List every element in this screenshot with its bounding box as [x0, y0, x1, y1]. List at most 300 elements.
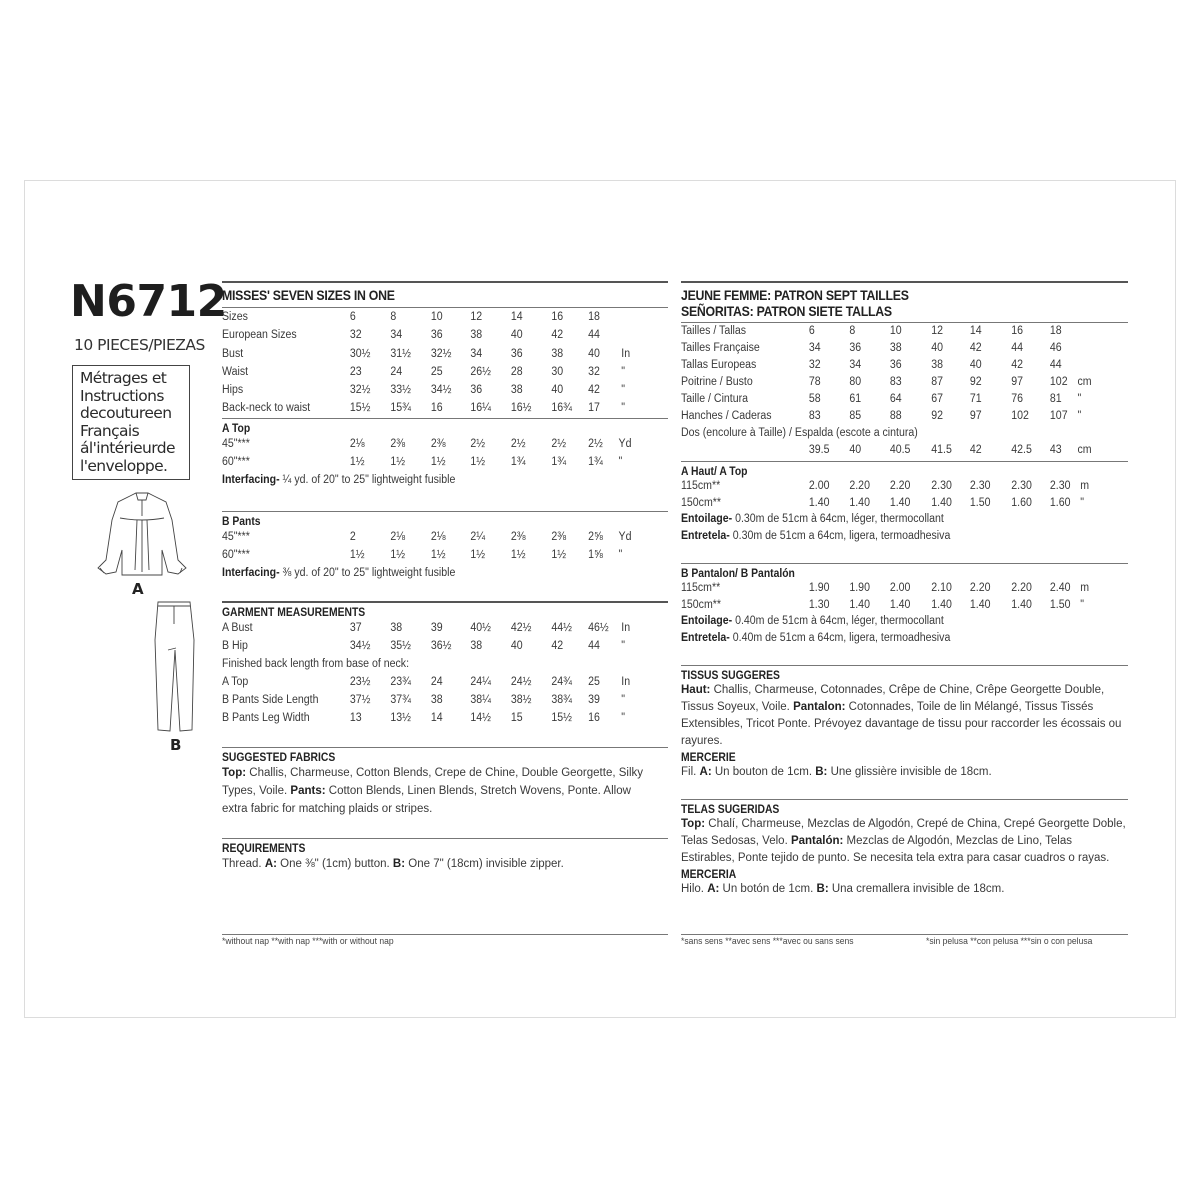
cell-value: 83 — [808, 410, 821, 422]
cell-value: 1.40 — [931, 598, 952, 611]
back-measure-row — [681, 442, 1128, 459]
unit-label: " — [1077, 393, 1082, 405]
cell-value: 40 — [588, 347, 600, 360]
cell-value: 23 — [349, 365, 362, 378]
row-label: Tallas Europeas — [681, 359, 757, 371]
note-line: l'enveloppe. — [80, 456, 168, 475]
view-b-yardage-table — [222, 528, 668, 564]
cell-value: 12 — [931, 325, 944, 337]
cell-value: 2.20 — [849, 480, 870, 492]
requirements-title: REQUIREMENTS — [222, 842, 306, 855]
cell-value: 2⅝ — [588, 530, 603, 543]
cell-value: 44 — [1011, 342, 1024, 354]
row-label: 150cm** — [681, 598, 721, 611]
cell-value: 2.20 — [1011, 582, 1032, 594]
cell-value: 97 — [969, 410, 982, 422]
cell-value: 1½ — [430, 548, 446, 561]
cell-value: 36 — [849, 342, 862, 354]
table-row — [222, 453, 632, 471]
unit-label: In — [621, 675, 631, 688]
cell-value: 39.5 — [808, 444, 830, 456]
footnote-divider — [222, 934, 668, 935]
footnote-spanish: *sin pelusa **con pelusa ***sin o con pelusa — [926, 936, 1093, 947]
garment-measurements-table — [222, 619, 668, 655]
cell-value: 1.60 — [1011, 496, 1032, 509]
french-instructions-note — [72, 365, 190, 480]
row-label: 45"*** — [222, 437, 250, 450]
cell-value: 85 — [849, 410, 862, 422]
cell-value: 23¾ — [390, 675, 411, 688]
cell-value: 36 — [889, 359, 902, 371]
cell-value: 1½ — [510, 548, 526, 561]
cell-value: 2.30 — [931, 480, 952, 492]
cell-value: 6 — [349, 311, 356, 323]
cell-value: 12 — [470, 311, 483, 323]
table-row — [681, 374, 1092, 391]
cell-value: 1.50 — [969, 496, 991, 509]
note-line: Métrages et — [80, 369, 167, 387]
unit-label: m — [1080, 582, 1090, 594]
row-label: Bust — [222, 347, 244, 360]
unit-label: " — [1077, 410, 1082, 422]
cell-value: 2 — [349, 530, 356, 543]
table-row — [222, 691, 632, 709]
cell-value: 15½ — [349, 402, 371, 415]
cell-value: 36 — [510, 347, 523, 360]
requirements-text: Thread. A: One ⅜" (1cm) button. B: One 7" (18cm) invisible zipper. — [222, 857, 564, 870]
cell-value: 1.90 — [808, 582, 830, 594]
blouse-drawing-icon — [92, 490, 192, 580]
tissus-text: Haut: Challis, Charmeuse, Cotonnades, Crêpe de Chine, Crêpe Georgette Double, Tissus Soyeux, Voile. Pantalon: Cotonnades, Toile de lin Mélangé, Tissus Tissés Extensibles, Tricot Ponte. Prévoyez davantage de tissu pour raccorder les écossais ou rayures. — [681, 684, 1122, 747]
cell-value: 37 — [349, 621, 362, 634]
cell-value: 24 — [390, 365, 403, 378]
cell-value: 1½ — [551, 548, 567, 561]
cell-value: 38¾ — [551, 693, 572, 706]
unit-label: In — [621, 347, 631, 360]
cell-value: 1.50 — [1049, 598, 1071, 611]
cell-value: 14½ — [470, 711, 491, 724]
mercerie-text: Fil. A: Un bouton de 1cm. B: Une glissière invisible de 18cm. — [681, 766, 992, 778]
cell-value: 16 — [430, 402, 443, 415]
cell-value: 34 — [470, 347, 483, 360]
cell-value: 23½ — [349, 675, 371, 688]
note-line: Instructions — [80, 386, 164, 405]
divider — [222, 281, 668, 283]
divider — [222, 601, 668, 603]
cell-value: 17 — [588, 402, 600, 415]
cell-value: 61 — [849, 393, 862, 405]
divider — [681, 665, 1128, 666]
cell-value: 6 — [808, 325, 815, 337]
cell-value: 1.40 — [931, 496, 952, 509]
cell-value: 2⅜ — [430, 437, 446, 450]
cell-value: 42.5 — [1011, 444, 1032, 456]
cell-value: 92 — [931, 410, 944, 422]
cell-value: 40 — [969, 359, 982, 371]
cell-value: 44 — [588, 329, 600, 342]
cell-value: 38 — [510, 384, 523, 397]
cell-value: 80 — [849, 376, 862, 388]
table-row — [222, 619, 632, 637]
row-label: B Pants Leg Width — [222, 711, 310, 724]
section-title-fr: JEUNE FEMME: PATRON SEPT TAILLES — [681, 287, 909, 303]
cell-value: 1½ — [470, 548, 486, 561]
cell-value: 40 — [510, 639, 523, 652]
unit-label: " — [1080, 496, 1085, 509]
table-row — [222, 528, 632, 546]
cell-value: 32½ — [430, 347, 452, 360]
row-label: European Sizes — [222, 329, 297, 342]
cell-value: 38 — [551, 347, 564, 360]
note-line: decoutureen — [80, 404, 172, 422]
cell-value: 2½ — [470, 437, 486, 450]
cell-value: 1.40 — [849, 598, 870, 611]
row-label: Hips — [222, 384, 244, 397]
mercerie-title: MERCERIE — [681, 752, 736, 764]
cell-value: 2.00 — [889, 582, 911, 594]
cell-value: 34 — [849, 359, 862, 371]
cell-value: 46 — [1049, 342, 1062, 354]
unit-label: " — [621, 711, 626, 724]
cell-value: 44 — [588, 639, 600, 652]
cell-value: 40 — [551, 384, 564, 397]
cell-value: 2⅛ — [349, 437, 365, 450]
pieces-count: 10 PIECES/PIEZAS — [74, 336, 205, 354]
cell-value: 107 — [1049, 410, 1068, 422]
row-label: B Pants Side Length — [222, 693, 319, 706]
row-label: Sizes — [222, 311, 248, 323]
cell-value: 2⅛ — [430, 530, 446, 543]
cell-value: 42 — [551, 329, 564, 342]
cell-value: 34½ — [349, 639, 371, 652]
cell-value: 14 — [430, 711, 443, 724]
view-a-interfacing: Interfacing- ¼ yd. of 20" to 25" lightweight fusible — [222, 473, 456, 486]
table-row — [681, 442, 1092, 459]
cell-value: 1½ — [390, 548, 406, 561]
english-column — [222, 281, 668, 873]
cell-value: 76 — [1011, 393, 1024, 405]
view-a-title: A Top — [222, 422, 251, 435]
cell-value: 16 — [1011, 325, 1024, 337]
unit-label: " — [621, 365, 626, 378]
section-title-es: SEÑORITAS: PATRON SIETE TALLAS — [681, 303, 892, 319]
cell-value: 38½ — [510, 693, 532, 706]
cell-value: 42 — [969, 444, 982, 456]
pants-drawing-icon — [150, 600, 200, 735]
cell-value: 35½ — [390, 639, 411, 652]
cell-value: 36½ — [430, 639, 452, 652]
row-label: 45"*** — [222, 530, 250, 543]
cell-value: 25 — [430, 365, 443, 378]
row-label: 60"*** — [222, 548, 250, 561]
divider — [681, 281, 1128, 283]
cell-value: 34 — [390, 329, 403, 342]
unit-label: cm — [1077, 376, 1092, 388]
unit-label: cm — [1077, 444, 1092, 456]
cell-value: 36 — [430, 329, 443, 342]
cell-value: 42 — [969, 342, 982, 354]
cell-value: 39 — [430, 621, 443, 634]
pattern-number: N6712 — [70, 276, 227, 327]
divider — [222, 418, 668, 419]
cell-value: 44 — [1049, 359, 1062, 371]
cell-value: 1½ — [349, 548, 365, 561]
cell-value: 1⅝ — [588, 548, 603, 561]
cell-value: 2.20 — [969, 582, 991, 594]
cell-value: 58 — [808, 393, 821, 405]
table-row — [681, 580, 1092, 597]
footnote-english: *without nap **with nap ***with or without nap — [222, 936, 394, 947]
cell-value: 15 — [510, 711, 523, 724]
cell-value: 37¾ — [390, 693, 411, 706]
cell-value: 2½ — [510, 437, 526, 450]
cell-value: 2⅜ — [390, 437, 406, 450]
divider — [222, 838, 668, 839]
cell-value: 38 — [390, 621, 403, 634]
cell-value: 25 — [588, 675, 600, 688]
row-label: 60"*** — [222, 455, 250, 468]
cell-value: 32 — [808, 359, 821, 371]
cell-value: 2.30 — [1011, 480, 1032, 492]
view-b-entoilage: Entoilage- 0.40m de 51cm à 64cm, léger, thermocollant — [681, 615, 944, 627]
cell-value: 15¾ — [390, 402, 411, 415]
cell-value: 26½ — [470, 365, 491, 378]
back-length-label: Finished back length from base of neck: — [222, 657, 410, 670]
cell-value: 1½ — [470, 455, 486, 468]
cell-value: 10 — [430, 311, 443, 323]
unit-label: " — [621, 384, 626, 397]
cell-value: 36 — [470, 384, 483, 397]
footnote-divider — [681, 934, 1128, 935]
cell-value: 1.60 — [1049, 496, 1071, 509]
cell-value: 14 — [510, 311, 523, 323]
cell-value: 30½ — [349, 347, 371, 360]
footnote-french: *sans sens **avec sens ***avec ou sans sens — [681, 936, 854, 947]
table-row — [681, 478, 1092, 495]
cell-value: 32½ — [349, 384, 371, 397]
table-row — [222, 363, 632, 381]
view-a-yardage-table — [222, 435, 668, 471]
tissus-title: TISSUS SUGGERES — [681, 670, 780, 682]
view-b-title: B Pants — [222, 515, 261, 528]
view-b-label: B — [170, 736, 182, 754]
row-label: Tailles / Tallas — [681, 325, 747, 337]
garment-measurements-title: GARMENT MEASUREMENTS — [222, 606, 366, 619]
body-measurements-table-fr — [681, 323, 1128, 425]
unit-label: Yd — [618, 530, 632, 543]
unit-label: m — [1080, 480, 1090, 492]
cell-value: 78 — [808, 376, 821, 388]
cell-value: 8 — [390, 311, 397, 323]
cell-value: 14 — [969, 325, 982, 337]
view-b-title-fr: B Pantalon/ B Pantalón — [681, 568, 795, 580]
cell-value: 67 — [931, 393, 944, 405]
cell-value: 2.40 — [1049, 582, 1071, 594]
cell-value: 46½ — [588, 621, 609, 634]
cell-value: 18 — [588, 311, 600, 323]
cell-value: 24¾ — [551, 675, 572, 688]
cell-value: 2.20 — [889, 480, 911, 492]
unit-label: In — [621, 621, 631, 634]
cell-value: 2½ — [588, 437, 603, 450]
table-row — [222, 308, 632, 326]
table-row — [222, 381, 632, 399]
table-row — [222, 709, 632, 727]
cell-value: 38¼ — [470, 693, 491, 706]
divider — [681, 461, 1128, 462]
cell-value: 1.40 — [889, 598, 911, 611]
cell-value: 2.00 — [808, 480, 830, 492]
row-label: B Hip — [222, 639, 248, 652]
cell-value: 38 — [430, 693, 443, 706]
cell-value: 42½ — [510, 621, 532, 634]
cell-value: 31½ — [390, 347, 411, 360]
cell-value: 1½ — [349, 455, 365, 468]
cell-value: 1½ — [390, 455, 406, 468]
unit-label: " — [621, 639, 626, 652]
cell-value: 38 — [470, 639, 483, 652]
note-line: Français — [80, 421, 140, 440]
back-measure-label: Dos (encolure à Taille) / Espalda (escote a cintura) — [681, 427, 918, 439]
view-a-entoilage: Entoilage- 0.30m de 51cm à 64cm, léger, thermocollant — [681, 513, 944, 525]
divider — [681, 799, 1128, 800]
row-label: A Top — [222, 675, 249, 688]
unit-label: " — [621, 402, 626, 415]
cell-value: 40 — [931, 342, 944, 354]
telas-text: Top: Chalí, Charmeuse, Mezclas de Algodón, Crepé de China, Crepé Georgette Doble, Telas Sedosas, Velo. Pantalón: Mezclas de Algodón, Mezclas de Lino, Telas Estirables, Ponte tejido de punto. Se necesita tela extra para casar cuadros o rayas. — [681, 818, 1126, 864]
cell-value: 34½ — [430, 384, 452, 397]
cell-value: 2.30 — [1049, 480, 1071, 492]
row-label: 150cm** — [681, 496, 721, 509]
cell-value: 1.40 — [849, 496, 870, 509]
cell-value: 40.5 — [889, 444, 911, 456]
cell-value: 16½ — [510, 402, 532, 415]
cell-value: 102 — [1049, 376, 1068, 388]
telas-title: TELAS SUGERIDAS — [681, 804, 780, 816]
section-title-misses: MISSES' SEVEN SIZES IN ONE — [222, 287, 395, 303]
cell-value: 40½ — [470, 621, 491, 634]
row-label: Poitrine / Busto — [681, 376, 753, 388]
row-label: 115cm** — [681, 582, 721, 594]
view-a-metrage-table — [681, 478, 1128, 511]
row-label: 115cm** — [681, 480, 721, 492]
cell-value: 1.30 — [808, 598, 830, 611]
garment-length-table — [222, 673, 668, 727]
cell-value: 16 — [551, 311, 564, 323]
cell-value: 10 — [889, 325, 902, 337]
cell-value: 1½ — [430, 455, 446, 468]
cell-value: 37½ — [349, 693, 371, 706]
cell-value: 30 — [551, 365, 564, 378]
cell-value: 34 — [808, 342, 821, 354]
cell-value: 15½ — [551, 711, 572, 724]
cell-value: 41.5 — [931, 444, 952, 456]
suggested-fabrics-text: Top: Challis, Charmeuse, Cotton Blends, Crepe de Chine, Double Georgette, Silky Types, Voile. Pants: Cotton Blends, Linen Blends, Stretch Wovens, Ponte. Allow extra fabric for matching plaids or stripes. — [222, 766, 644, 815]
cell-value: 64 — [889, 393, 902, 405]
cell-value: 24½ — [510, 675, 532, 688]
view-a-title-fr: A Haut/ A Top — [681, 466, 748, 478]
cell-value: 2½ — [551, 437, 567, 450]
table-row — [681, 597, 1092, 614]
french-spanish-column — [681, 281, 1128, 898]
row-label: Tailles Française — [681, 342, 760, 354]
table-row — [222, 673, 632, 691]
cell-value: 1¾ — [588, 455, 603, 468]
row-label: Hanches / Caderas — [681, 410, 772, 422]
cell-value: 24¼ — [470, 675, 491, 688]
table-row — [681, 357, 1092, 374]
cell-value: 2.10 — [931, 582, 952, 594]
cell-value: 1¾ — [551, 455, 567, 468]
table-row — [222, 435, 632, 453]
cell-value: 16¼ — [470, 402, 491, 415]
cell-value: 39 — [588, 693, 600, 706]
divider — [222, 747, 668, 748]
view-b-metrage-table — [681, 580, 1128, 613]
cell-value: 13 — [349, 711, 362, 724]
cell-value: 16¾ — [551, 402, 572, 415]
row-label: Taille / Cintura — [681, 393, 749, 405]
row-label: Waist — [222, 365, 249, 378]
cell-value: 2.30 — [969, 480, 991, 492]
cell-value: 38 — [470, 329, 483, 342]
cell-value: 97 — [1011, 376, 1024, 388]
table-row — [681, 323, 1092, 340]
cell-value: 32 — [588, 365, 600, 378]
cell-value: 43 — [1049, 444, 1062, 456]
cell-value: 2⅛ — [390, 530, 406, 543]
view-b-entretela: Entretela- 0.40m de 51cm a 64cm, ligera, termoadhesiva — [681, 632, 951, 644]
row-label: Back-neck to waist — [222, 402, 311, 415]
cell-value: 1.40 — [1011, 598, 1032, 611]
table-row — [222, 546, 632, 564]
cell-value: 8 — [849, 325, 856, 337]
view-a-label: A — [132, 580, 144, 598]
view-a-entretela: Entretela- 0.30m de 51cm a 64cm, ligera, termoadhesiva — [681, 530, 951, 542]
row-label: A Bust — [222, 621, 253, 634]
cell-value: 38 — [931, 359, 944, 371]
unit-label: " — [618, 455, 623, 468]
cell-value: 38 — [889, 342, 902, 354]
unit-label: Yd — [618, 437, 632, 450]
cell-value: 2¼ — [470, 530, 486, 543]
table-row — [681, 391, 1092, 408]
cell-value: 32 — [349, 329, 362, 342]
cell-value: 24 — [430, 675, 443, 688]
unit-label: " — [618, 548, 623, 561]
table-row — [222, 326, 632, 344]
cell-value: 71 — [969, 393, 982, 405]
cell-value: 28 — [510, 365, 523, 378]
note-line: ál'intérieurde — [80, 439, 175, 457]
cell-value: 2⅜ — [510, 530, 526, 543]
table-row — [681, 340, 1092, 357]
cell-value: 16 — [588, 711, 600, 724]
cell-value: 42 — [588, 384, 600, 397]
table-row — [222, 345, 632, 363]
cell-value: 87 — [931, 376, 944, 388]
unit-label: " — [1080, 598, 1085, 611]
body-measurements-table — [222, 308, 668, 418]
cell-value: 18 — [1049, 325, 1062, 337]
unit-label: " — [621, 693, 626, 706]
cell-value: 83 — [889, 376, 902, 388]
suggested-fabrics-title: SUGGESTED FABRICS — [222, 751, 336, 764]
cell-value: 42 — [551, 639, 564, 652]
table-row — [681, 495, 1092, 512]
cell-value: 88 — [889, 410, 902, 422]
table-row — [222, 637, 632, 655]
